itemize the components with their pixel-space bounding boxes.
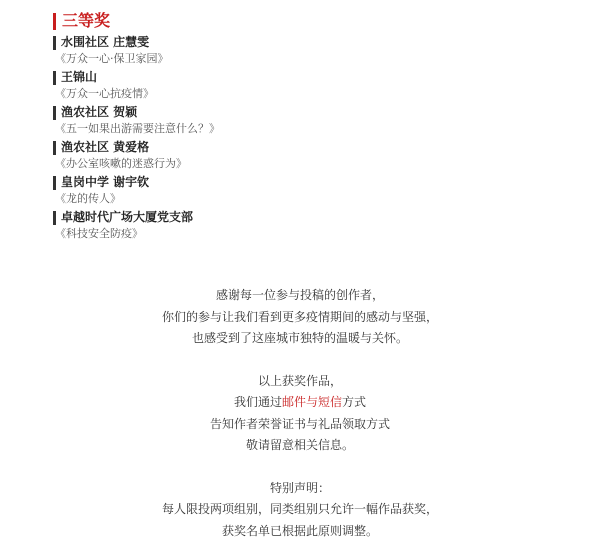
winner-item bbox=[53, 209, 220, 244]
winner-name: 渔农社区 贺颖 bbox=[61, 104, 137, 121]
winner-work: 《龙的传人》 bbox=[53, 191, 220, 207]
thanks-line: 你们的参与让我们看到更多疫情期间的感动与坚强， bbox=[0, 307, 600, 329]
winner-bar bbox=[53, 211, 56, 225]
winner-item bbox=[53, 34, 220, 69]
winner-bar bbox=[53, 141, 56, 155]
winner-work: 《办公室咳嗽的迷惑行为》 bbox=[53, 156, 220, 172]
statement-heading: 特别声明： bbox=[0, 478, 600, 500]
winner-name: 王锦山 bbox=[61, 69, 97, 86]
prize-heading bbox=[53, 11, 110, 31]
winner-work: 《万众一心抗疫情》 bbox=[53, 86, 220, 102]
winner-item bbox=[53, 174, 220, 209]
statement-line: 获奖名单已根据此原则调整。 bbox=[0, 521, 600, 542]
winner-bar bbox=[53, 176, 56, 190]
contact-method-highlight: 邮件与短信 bbox=[282, 395, 342, 409]
winner-bar bbox=[53, 71, 56, 85]
spacer bbox=[0, 457, 600, 478]
winner-bar bbox=[53, 106, 56, 120]
winner-item bbox=[53, 139, 220, 174]
winner-list bbox=[53, 34, 220, 244]
thanks-line: 也感受到了这座城市独特的温暖与关怀。 bbox=[0, 328, 600, 350]
contact-line: 以上获奖作品， bbox=[0, 371, 600, 393]
winner-work: 《万众一心·保卫家园》 bbox=[53, 51, 220, 67]
winner-name: 卓越时代广场大厦党支部 bbox=[61, 209, 193, 226]
contact-suffix: 方式 bbox=[342, 395, 366, 409]
prize-title: 三等奖 bbox=[62, 11, 110, 31]
heading-accent-bar bbox=[53, 13, 56, 30]
winner-name: 渔农社区 黄爱格 bbox=[61, 139, 149, 156]
winner-work: 《科技安全防疫》 bbox=[53, 226, 220, 242]
winner-item bbox=[53, 69, 220, 104]
winner-item bbox=[53, 104, 220, 139]
winner-bar bbox=[53, 36, 56, 50]
winner-name: 皇岗中学 谢宇钦 bbox=[61, 174, 149, 191]
contact-line: 告知作者荣誉证书与礼品领取方式 bbox=[0, 414, 600, 436]
contact-line bbox=[0, 392, 600, 414]
contact-line: 敬请留意相关信息。 bbox=[0, 435, 600, 457]
winner-work: 《五一如果出游需要注意什么？》 bbox=[53, 121, 220, 137]
winner-name: 水围社区 庄慧雯 bbox=[61, 34, 149, 51]
spacer bbox=[0, 350, 600, 371]
thanks-line: 感谢每一位参与投稿的创作者， bbox=[0, 285, 600, 307]
statement-line: 每人限投两项组别，同类组别只允许一幅作品获奖， bbox=[0, 499, 600, 521]
closing-notice bbox=[0, 285, 600, 542]
contact-prefix: 我们通过 bbox=[234, 395, 282, 409]
